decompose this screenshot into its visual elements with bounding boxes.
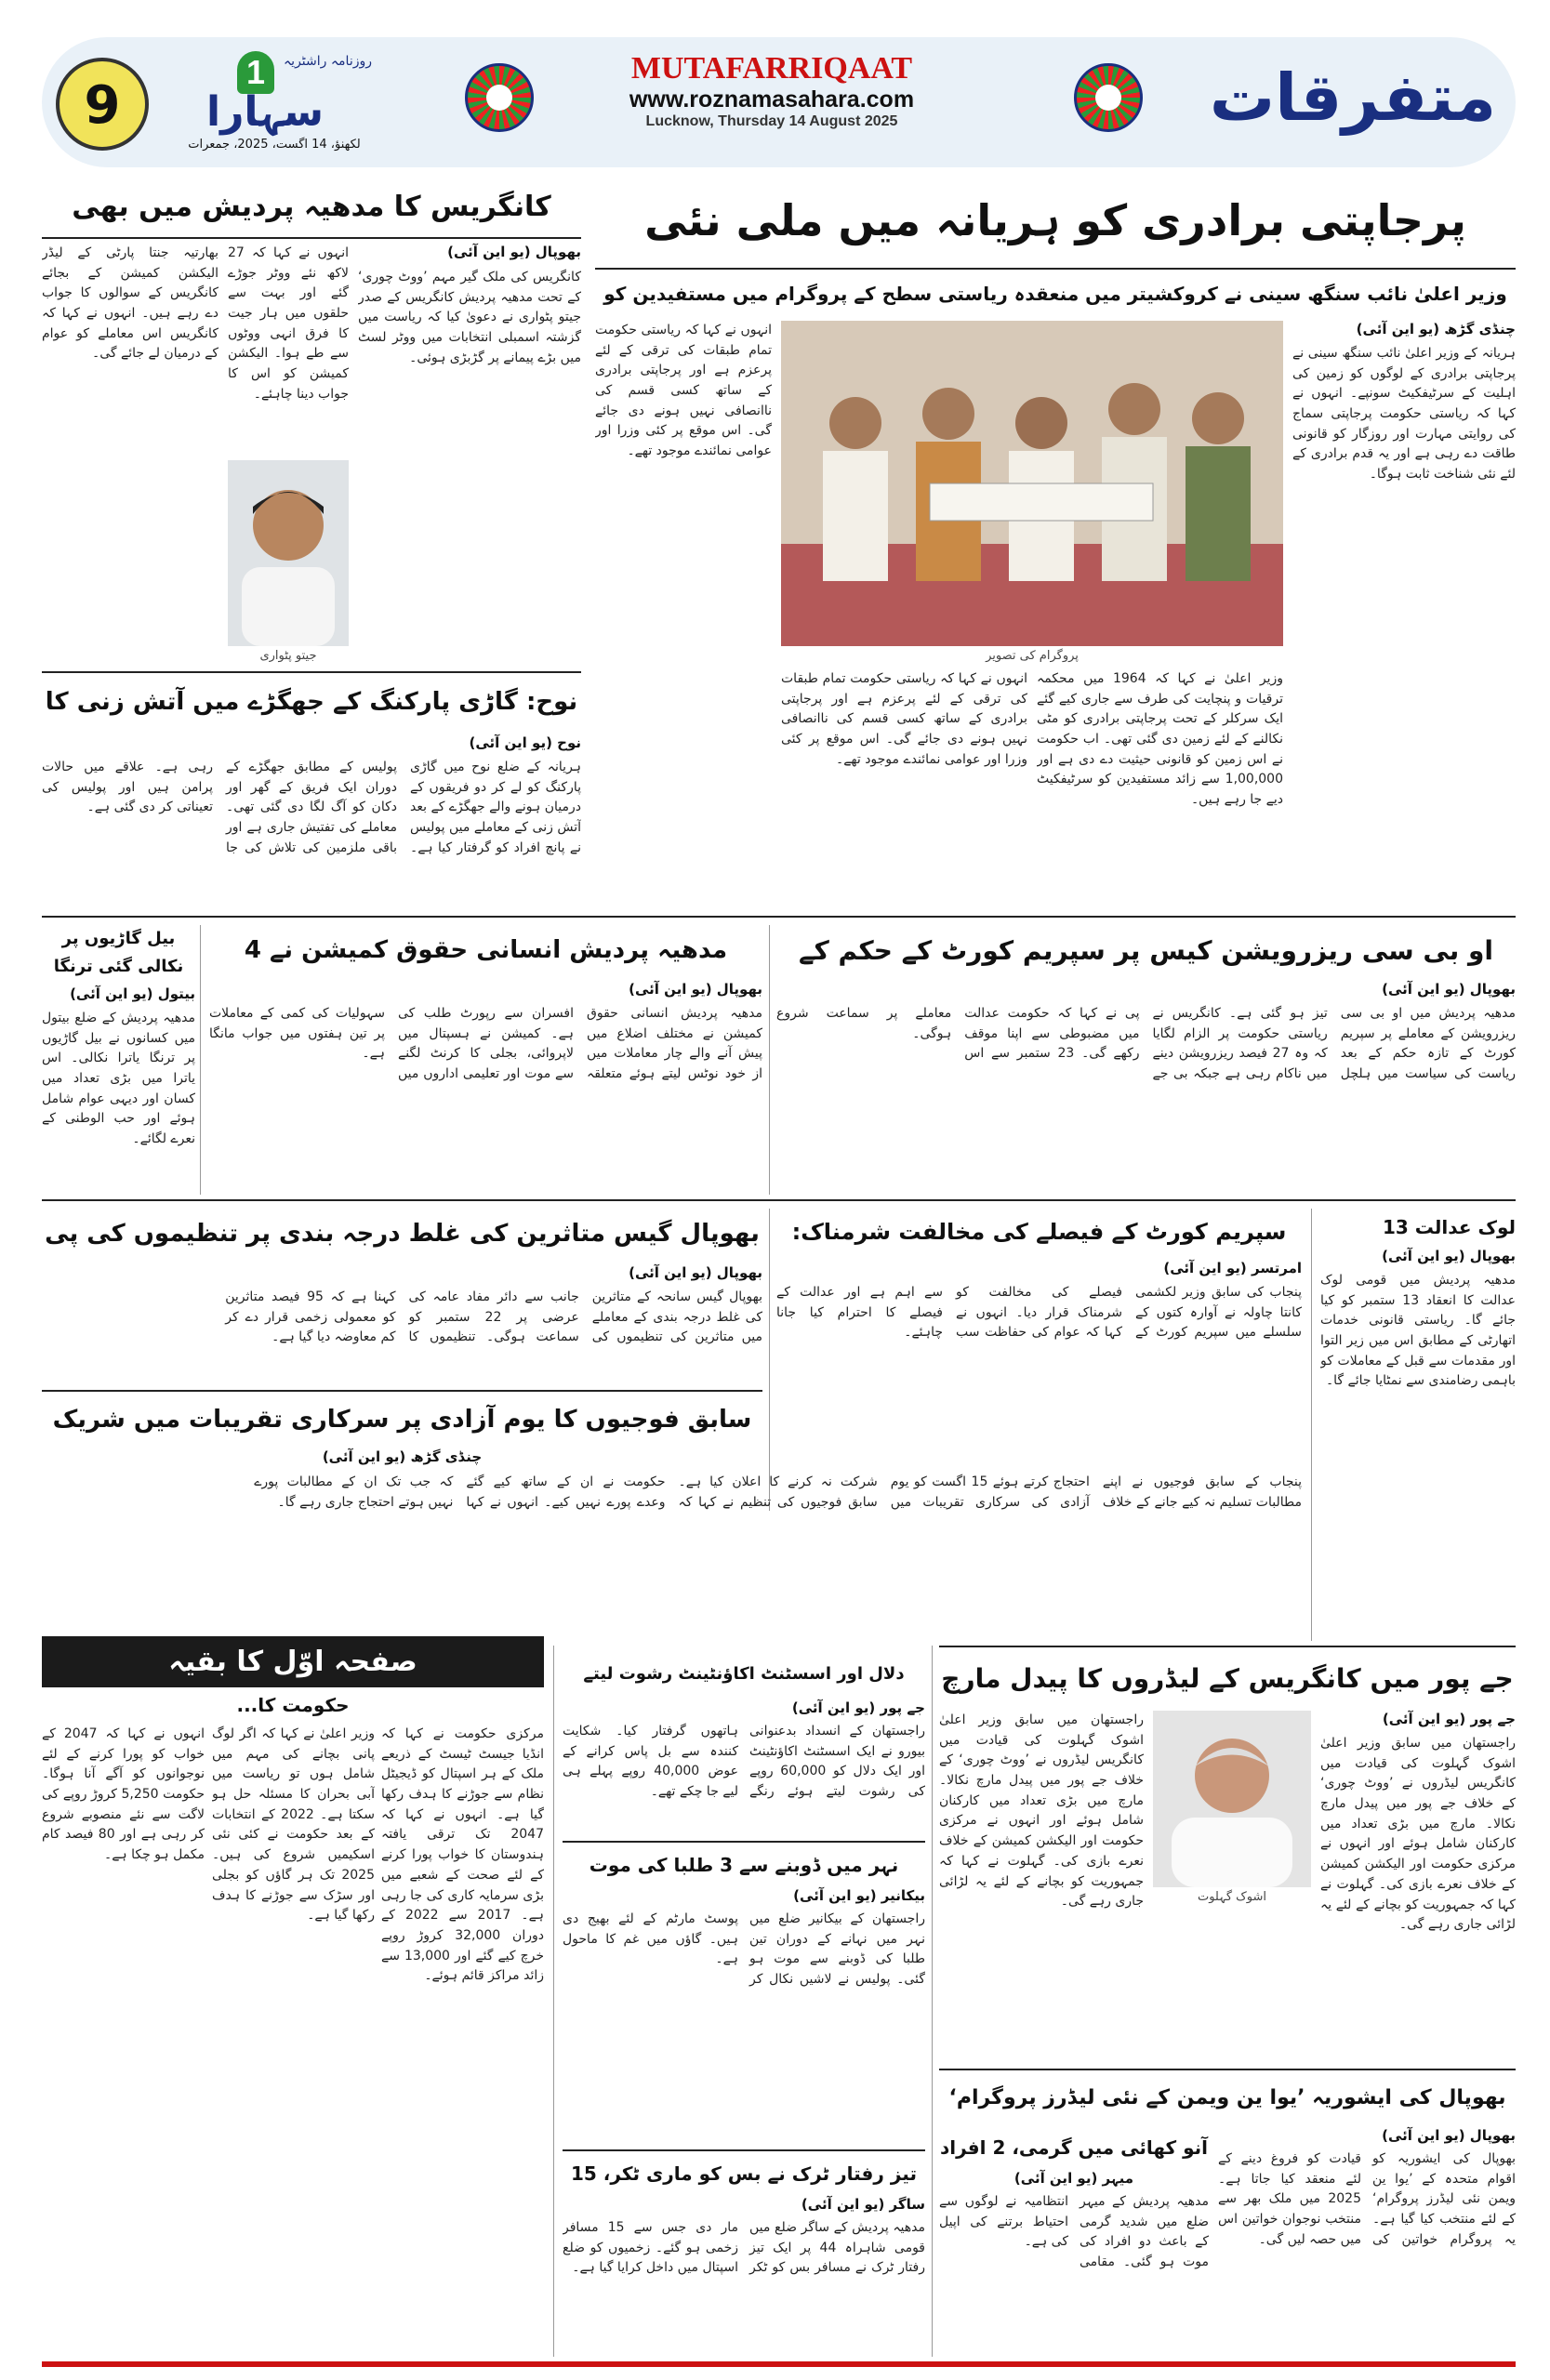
sc-byline: امرتسر (یو این آئی) (1163, 1260, 1302, 1276)
court-text: مدھیہ پردیش میں قومی لوک عدالت کا انعقاد 13 ستمبر کو کیا جائے گا۔ ریاستی قانونی خدمات اتھارٹی کے مطابق اس میں زیر التوا اور مقدمات سے قبل کے معاملات کو باہمی رضامندی سے نمٹایا جائے گا۔ (1320, 1273, 1516, 1389)
soldiers-byline: چنڈی گڑھ (یو این آئی) (322, 1448, 483, 1465)
divider (200, 925, 201, 1195)
divider (769, 1209, 770, 1511)
lead-text-col-2: وزیر اعلیٰ نے کہا کہ 1964 میں محکمہ ترقیات و پنچایت کی طرف سے جاری کیے گئے ایک سرکلر کے تحت پرجاپتی برادری کو مٹی نکالنے کے لئے زمین دی گئی تھی۔ اب حکومت نے اس زمین کو قانونی حیثیت دے دی ہے اور 1,00,000 سے زائد مستفیدین کو سرٹیفکیٹ دیے جا رہے ہیں۔ (1037, 671, 1283, 808)
divider (939, 1646, 1516, 1647)
lead-text-col-4 (595, 321, 772, 902)
portrait-illustration (228, 460, 349, 646)
divider (42, 1199, 1516, 1201)
lead-photo (781, 321, 1283, 646)
congress-mp-byline: بھوپال (یو این آئی) (447, 244, 581, 260)
divider (595, 268, 1516, 270)
divider (42, 1390, 762, 1392)
divider (932, 1646, 933, 2357)
gas-headline: بھوپال گیس متاثرین کی غلط درجہ بندی پر تنظیموں کی پی (45, 1220, 760, 1248)
nhrc-byline: بھوپال (یو این آئی) (629, 981, 762, 998)
emblem-left-icon (465, 63, 534, 132)
bullocks-byline: بیتول (یو این آئی) (70, 985, 195, 1002)
divider (939, 2069, 1516, 2070)
section-title: متفرقات (1209, 60, 1497, 136)
divider (42, 671, 581, 673)
bullocks-text: مدھیہ پردیش کے ضلع بیتول میں کسانوں نے بیل گاڑیوں پر ترنگا یاترا نکالی۔ اس یاترا میں بڑی تعداد میں کسان اور دیہی عوام شامل ہوئے اور حب الوطنی کے نعرے لگائے۔ (42, 1011, 195, 1147)
truck-byline: ساگر (یو این آئی) (801, 2196, 925, 2213)
sc-text: پنجاب کی سابق وزیر لکشمی کانتا چاولہ نے آوارہ کتوں کے سلسلے میں سپریم کورٹ کے فیصلے کی مخالفت کو شرمناک قرار دیا۔ انہوں نے کہا کہ عوام کی حفاظت سب سے اہم ہے اور عدالت کے فیصلے کا احترام کیا جانا چاہئے۔ (776, 1285, 1302, 1341)
truck-text: مدھیہ پردیش کے ساگر ضلع میں قومی شاہراہ 44 پر ایک تیز رفتار ٹرک نے مسافر بس کو ٹکر مار دی جس سے 15 مسافر زخمی ہو گئے۔ زخمیوں کو ضلع اسپتال میں داخل کرایا گیا ہے۔ (563, 2220, 925, 2276)
bhopal-leaders-text: بھوپال کی ایشوریہ کو اقوام متحدہ کے ’یوا ین ویمن نئی لیڈرز پروگرام‘ کے لئے منتخب کیا گیا ہے۔ یہ پروگرام خواتین کی قیادت کو فروغ دینے کے لئے منعقد کیا جاتا ہے۔ 2025 میں ملک بھر سے منتخب نوجوان خواتین اس میں حصہ لیں گی۔ (1218, 2151, 1516, 2247)
jaipur-photo-label: اشوک گہلوت (1197, 1890, 1267, 1904)
drown-text: راجستھان کے بیکانیر ضلع میں نہر میں نہانے کے دوران تین طلبا کی ڈوبنے سے موت ہو گئی۔ پولیس نے لاشیں نکال کر پوسٹ مارٹم کے لئے بھیج دی ہیں۔ گاؤں میں غم کا ماحول ہے۔ (563, 1911, 925, 1988)
baqia-text-3: انہوں نے کہا کہ 2047 کے خواب کو پورا کرنے کے لئے نوجوانوں کو آگے آنا ہوگا۔ حکومت 5,250 کروڑ روپے کی لاگت سے نئے منصوبے شروع کر رہی ہے اور 80 فیصد کام مکمل ہو چکا ہے۔ (42, 1726, 205, 1863)
nhrc-text: مدھیہ پردیش انسانی حقوق کمیشن نے مختلف اضلاع میں پیش آنے والے چار معاملات میں از خود نوٹس لیتے ہوئے متعلقہ افسران سے رپورٹ طلب کی ہے۔ کمیشن نے ہسپتال میں لاپروائی، بجلی کا کرنٹ لگنے سے موت اور تعلیمی اداروں میں سہولیات کی کمی کے معاملات پر تین ہفتوں میں جواب مانگا ہے۔ (209, 1006, 762, 1082)
sc-headline: سپریم کورٹ کے فیصلے کی مخالفت شرمناک: (791, 1219, 1287, 1245)
congress-mp-photo (228, 460, 349, 646)
gas-text: بھوپال گیس سانحہ کے متاثرین کی غلط درجہ بندی کے معاملے میں متاثرین کی تنظیموں کی جانب سے دائر مفاد عامہ کی عرضی پر 22 ستمبر کو سماعت ہوگی۔ تنظیموں کا کہنا ہے کہ 95 فیصد متاثرین کو معمولی زخمی قرار دے کر کم معاوضہ دیا گیا ہے۔ (225, 1289, 762, 1345)
divider (769, 925, 770, 1195)
lead-text-col-1: ہریانہ کے وزیر اعلیٰ نائب سنگھ سینی نے پرجاپتی برادری کے لوگوں کو زمین کی اہلیت کے سرٹیفکیٹ سونپے۔ انہوں نے کہا کہ ریاستی حکومت پرجاپتی سماج کی روایتی مہارت اور روزگار کو قانونی طاقت دے رہی ہے اور یہ قدم برادری کے لئے نئی شناخت ثابت ہوگا۔ (1292, 346, 1516, 483)
lead-subheadline: وزیر اعلیٰ نائب سنگھ سینی نے کروکشیتر میں منعقدہ ریاستی سطح کے پروگرام میں مستفیدین کو (603, 283, 1507, 305)
masthead-english (576, 51, 967, 153)
lead-text-col-4-content: انہوں نے کہا کہ ریاستی حکومت تمام طبقات کی ترقی کے لئے پرعزم ہے اور پرجاپتی برادری کے ساتھ کسی قسم کی ناانصافی نہیں ہونے دی جائے گی۔ اس موقع پر کئی وزرا اور عوامی نمائندے موجود تھے۔ (595, 323, 772, 459)
divider (553, 1646, 554, 2357)
obc-byline: بھوپال (یو این آئی) (1382, 981, 1516, 998)
nuh-headline: نوح: گاڑی پارکنگ کے جھگڑے میں آتش زنی کا (45, 688, 578, 716)
baqia-text-1: مرکزی حکومت نے کہا کہ انڈیا جیسٹ ٹیسٹ کے ذریعے ملک کے ہر اسپتال کو ڈیجیٹل نظام سے جوڑنے کا ہدف رکھا گیا ہے۔ انہوں نے کہا کہ 2047 تک ترقی یافتہ ہندوستان کا خواب پورا کرنے کے لئے صحت کے شعبے میں بڑی سرمایہ کاری کی جا رہی ہے۔ 2017 سے 2022 کے دوران 32,000 کروڑ روپے خرچ کیے گئے اور 13,000 سے زائد مراکز قائم ہوئے۔ (381, 1726, 544, 1984)
lead-photo-illustration (781, 321, 1283, 646)
lead-photo-label: پروگرام کی تصویر (986, 649, 1079, 663)
soldiers-text: پنجاب کے سابق فوجیوں نے اپنے مطالبات تسلیم نہ کیے جانے کے خلاف احتجاج کرتے ہوئے 15 اگست کو یوم آزادی کی سرکاری تقریبات میں شرکت نہ کرنے کا اعلان کیا ہے۔ سابق فوجیوں کی تنظیم نے کہا کہ حکومت نے ان کے ساتھ کیے گئے وعدے پورے نہیں کیے۔ انہوں نے کہا کہ جب تک ان کے مطالبات پورے نہیں ہوتے احتجاج جاری رہے گا۔ (254, 1474, 1302, 1510)
jaipur-headline: جے پور میں کانگریس کے لیڈروں کا پیدل مارچ (941, 1663, 1514, 1694)
bullocks-headline: بیل گاڑیوں پر نکالی گئی ترنگا (53, 929, 184, 976)
masthead-date-urdu: لکھنؤ، 14 اگست، 2025، جمعرات (188, 138, 361, 152)
court-headline: لوک عدالت 13 (1382, 1216, 1516, 1238)
lead-text-col-3: انہوں نے کہا کہ ریاستی حکومت تمام طبقات کی ترقی کے لئے پرعزم ہے اور پرجاپتی برادری کے ساتھ کسی قسم کی ناانصافی نہیں ہونے دی جائے گی۔ اس موقع پر کئی وزرا اور عوامی نمائندے موجود تھے۔ (781, 671, 1027, 767)
obc-headline: او بی سی ریزرویشن کیس پر سپریم کورٹ کے حکم کے (799, 935, 1493, 966)
footer-rule (42, 2361, 1516, 2367)
emblem-right-icon (1074, 63, 1143, 132)
nuh-text: ہریانہ کے ضلع نوح میں گاڑی پارکنگ کو لے کر دو فریقوں کے درمیان ہونے والے جھگڑے کے بعد آتش زنی کے معاملے میں پولیس نے پانچ افراد کو گرفتار کیا ہے۔ پولیس کے مطابق جھگڑے کے دوران ایک فریق کے گھر اور دکان کو آگ لگا دی گئی تھی۔ معاملے کی تفتیش جاری ہے اور باقی ملزمین کی تلاش کی جا رہی ہے۔ علاقے میں حالات پرامن ہیں اور پولیس کی تعیناتی کر دی گئی ہے۔ (42, 760, 581, 855)
bhopal-leaders-headline: بھوپال کی ایشوریہ ’یوا ین ویمن کے نئی لیڈرز پروگرام‘ (948, 2086, 1506, 2109)
bribe-headline: دلال اور اسسٹنٹ اکاؤنٹینٹ رشوت لیتے (583, 1664, 905, 1684)
gas-byline: بھوپال (یو این آئی) (629, 1264, 762, 1281)
paper-prefix: روزنامہ راشٹریہ (283, 54, 372, 69)
congress-mp-headline: کانگریس کا مدھیہ پردیش میں بھی (72, 191, 551, 223)
nuh-byline: نوح (یو این آئی) (469, 734, 581, 751)
divider (563, 2149, 925, 2151)
paper-logo: سہارا (206, 88, 324, 136)
baqia-text-2: وزیر اعلیٰ نے کہا کہ اگر لوگ پانی بچانے کی مہم میں شامل ہوں تو ریاست میں آبی بحران کا مسئلہ حل ہو سکتا ہے۔ 2022 کے انتخابات کے بعد حکومت نے کئی نئی اسکیمیں شروع کی ہیں۔ 2025 تک ہر گاؤں کو بجلی اور سڑک سے جوڑنے کا ہدف رکھا گیا ہے۔ (212, 1726, 375, 1924)
obc-text: مدھیہ پردیش میں او بی سی ریزرویشن کے معاملے پر سپریم کورٹ کے تازہ حکم کے بعد ریاست کی سیاست میں ہلچل تیز ہو گئی ہے۔ کانگریس نے ریاستی حکومت پر الزام لگایا کہ وہ 27 فیصد ریزرویشن دینے میں ناکام رہی ہے جبکہ بی جے پی نے کہا کہ حکومت عدالت میں مضبوطی سے اپنا موقف رکھے گی۔ 23 ستمبر سے اس معاملے پر سماعت شروع ہوگی۔ (776, 1006, 1516, 1082)
congress-mp-text-3: بھارتیہ جنتا پارٹی کے لیڈر الیکشن کمیشن کے بجائے کانگریس کے سوالوں کا جواب دے رہے ہیں۔ انہوں نے کہا کہ کانگریس اس معاملے کو عوام کے درمیان لے جائے گی۔ (42, 245, 219, 362)
bribe-byline: جے پور (یو این آئی) (791, 1699, 925, 1716)
nhrc-headline: مدھیہ پردیش انسانی حقوق کمیشن نے 4 (244, 936, 728, 964)
jaipur-byline: جے پور (یو این آئی) (1382, 1711, 1516, 1727)
congress-mp-text-1: کانگریس کی ملک گیر مہم ’ووٹ چوری‘ کے تحت مدھیہ پردیش کانگریس کے صدر جیتو پٹواری نے دعویٰ کیا کہ ریاست میں گزشتہ اسمبلی انتخابات میں ووٹر لسٹ میں بڑے پیمانے پر گڑبڑی ہوئی۔ (358, 270, 581, 365)
divider (563, 1841, 925, 1843)
bhopal-leaders-byline: بھوپال (یو این آئی) (1382, 2127, 1516, 2144)
divider (1311, 1209, 1312, 1641)
congress-mp-photo-label: جیتو پٹواری (259, 649, 317, 663)
drown-byline: بیکانیر (یو این آئی) (793, 1887, 925, 1904)
lead-headline: پرجاپتی برادری کو ہریانہ میں ملی نئی (644, 195, 1466, 245)
court-byline: بھوپال (یو این آئی) (1382, 1248, 1516, 1264)
jaipur-text-2: راجستھان میں سابق وزیر اعلیٰ اشوک گہلوت کی قیادت میں کانگریس لیڈروں نے ’ووٹ چوری‘ کے خلاف جے پور میں پیدل مارچ نکالا۔ مارچ میں بڑی تعداد میں کارکنان شامل ہوئے اور انہوں نے مرکزی حکومت اور الیکشن کمیشن کے خلاف نعرے بازی کی۔ گہلوت نے کہا کہ جمہوریت کو بچانے کے لئے یہ لڑائی جاری رہے گی۔ (939, 1712, 1144, 1910)
logo-badge: 1 (237, 51, 274, 94)
soldiers-headline: سابق فوجیوں کا یوم آزادی پر سرکاری تقریبات میں شریک (52, 1406, 752, 1434)
section-name-en: MUTAFARRIQAAT (630, 51, 913, 86)
masthead-date-en: Lucknow, Thursday 14 August 2025 (645, 113, 898, 129)
jaipur-text: راجستھان میں سابق وزیر اعلیٰ اشوک گہلوت کی قیادت میں کانگریس لیڈروں نے ’ووٹ چوری‘ کے خلاف جے پور میں پیدل مارچ نکالا۔ مارچ میں بڑی تعداد میں کارکنان شامل ہوئے اور انہوں نے مرکزی حکومت اور الیکشن کمیشن کے خلاف نعرے بازی کی۔ گہلوت نے کہا کہ جمہوریت کو بچانے کے لئے یہ لڑائی جاری رہے گی۔ (1320, 1736, 1516, 1933)
truck-headline: تیز رفتار ٹرک نے بس کو ماری ٹکر، 15 (571, 2162, 917, 2185)
heat-byline: میہر (یو این آئی) (1013, 2170, 1134, 2187)
bribe-text: راجستھان کے انسداد بدعنوانی بیورو نے ایک اسسٹنٹ اکاؤنٹینٹ اور ایک دلال کو 60,000 روپے کی رشوت لیتے ہوئے رنگے ہاتھوں گرفتار کیا۔ شکایت کنندہ سے بل پاس کرانے کے عوض 40,000 روپے پہلے ہی لیے جا چکے تھے۔ (563, 1724, 925, 1800)
website-link[interactable]: www.roznamasahara.com (629, 86, 915, 112)
divider (42, 916, 1516, 918)
drown-headline: نہر میں ڈوبنے سے 3 طلبا کی موت (589, 1854, 899, 1876)
divider (42, 237, 581, 239)
lead-byline: چنڈی گڑھ (یو این آئی) (1356, 321, 1516, 337)
baqia-subheading: حکومت کا... (236, 1694, 350, 1716)
jaipur-photo (1153, 1711, 1311, 1887)
page-number: 9 (56, 58, 149, 151)
portrait-illustration (1153, 1711, 1311, 1887)
heat-headline: آنو کھائی میں گرمی، 2 افراد (939, 2136, 1209, 2159)
congress-mp-text-2: انہوں نے کہا کہ 27 لاکھ نئے ووٹر جوڑے گئے اور بہت سے حلقوں میں ہار جیت کا فرق انہی ووٹوں سے طے ہوا۔ الیکشن کمیشن کو اس کا جواب دینا چاہئے۔ (228, 245, 349, 402)
heat-text: مدھیہ پردیش کے میہر ضلع میں شدید گرمی کے باعث دو افراد کی موت ہو گئی۔ مقامی انتظامیہ نے لوگوں سے احتیاط برتنے کی اپیل کی ہے۔ (939, 2194, 1209, 2270)
baqia-title: صفحہ اوّل کا بقیہ (42, 1636, 544, 1687)
